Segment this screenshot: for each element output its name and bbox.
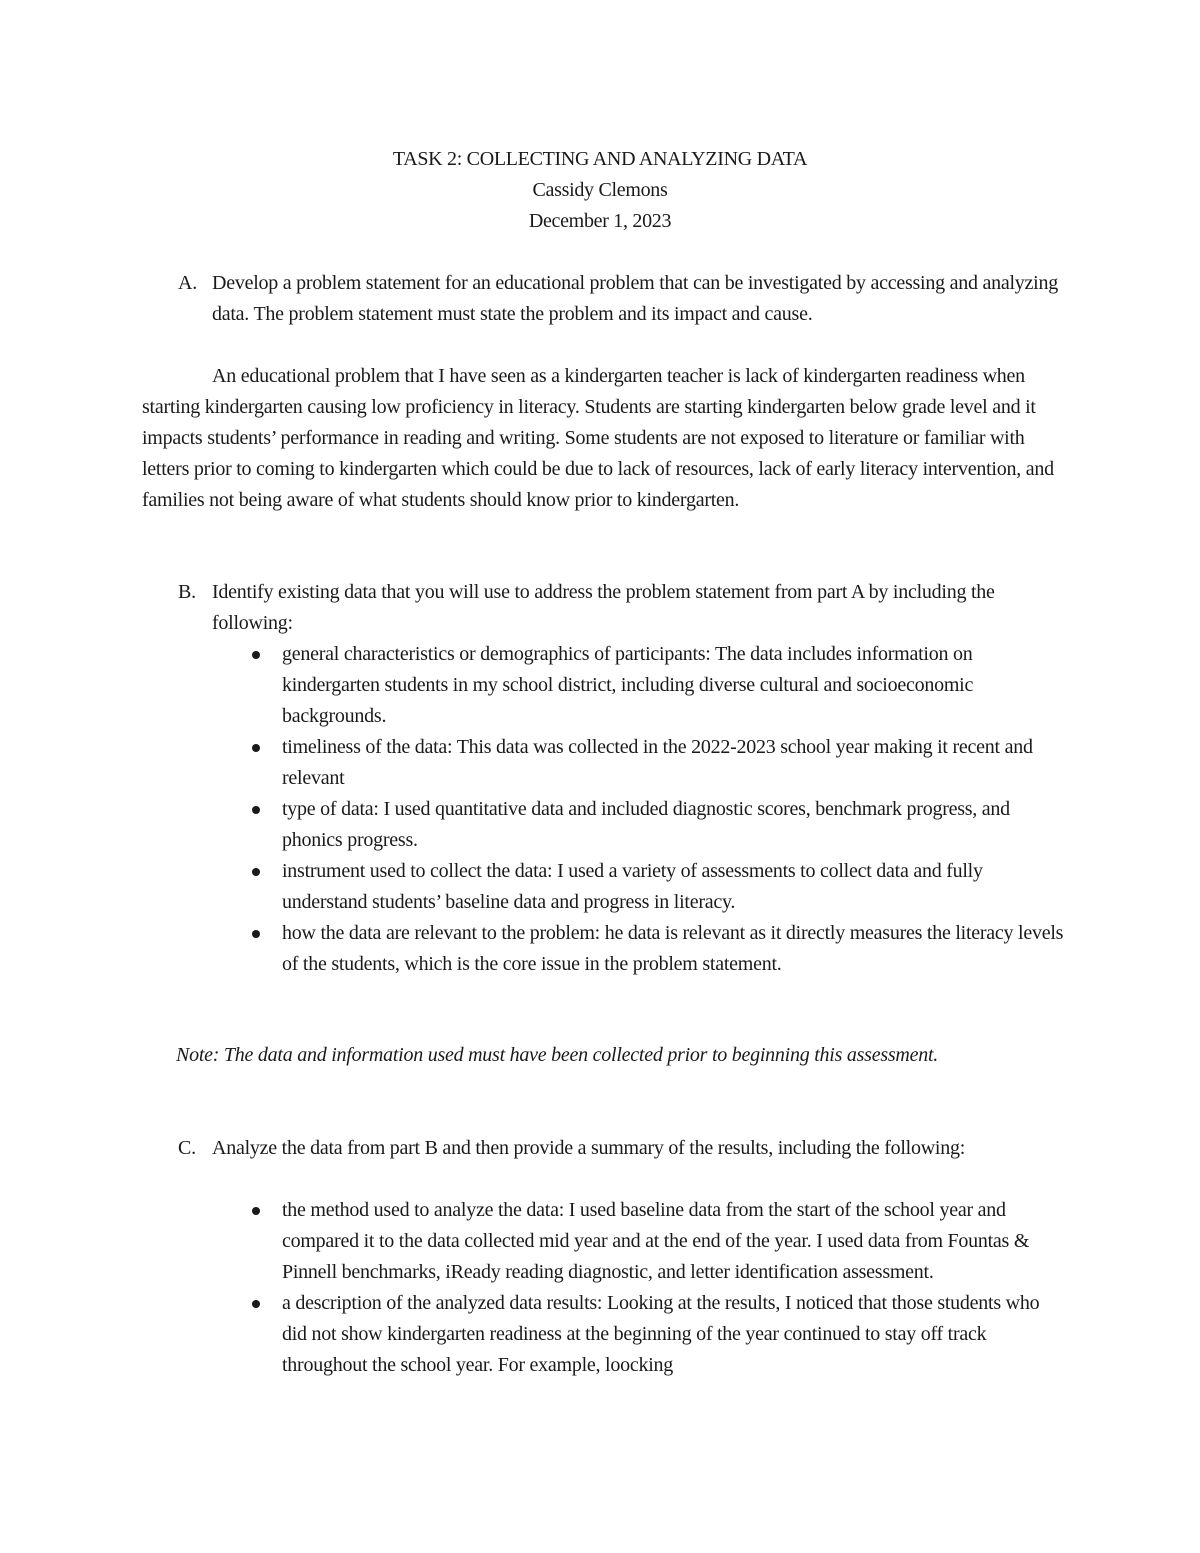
- list-item: [248, 918, 1068, 980]
- list-item: [248, 1288, 1068, 1381]
- section-c-bullet-list: [248, 1195, 1068, 1381]
- bullet-text: instrument used to collect the data: I used a variety of assessments to collect data and fully understand students’ baseline data and progress in literacy.: [282, 860, 983, 913]
- bullet-text: a description of the analyzed data results: Looking at the results, I noticed that those students who did not show kindergarten readiness at the beginning of the year continued to stay off track throughout the school year. For example, loocking: [282, 1292, 1040, 1376]
- section-b-letter: B.: [178, 581, 196, 603]
- section-a-prompt-text: Develop a problem statement for an educational problem that can be investigated by accessing and analyzing data. The problem statement must state the problem and its impact and cause.: [212, 272, 1058, 325]
- bullet-icon: [252, 1207, 260, 1215]
- section-b-bullet-list: [248, 639, 1068, 980]
- list-item: [248, 856, 1068, 918]
- bullet-icon: [252, 744, 260, 752]
- bullet-text: the method used to analyze the data: I used baseline data from the start of the school year and compared it to the data collected mid year and at the end of the year. I used data from Fountas & Pinnell benchmarks, iReady reading diagnostic, and letter identification assessment.: [282, 1199, 1030, 1283]
- bullet-text: how the data are relevant to the problem: he data is relevant as it directly measures the literacy levels of the students, which is the core issue in the problem statement.: [282, 922, 1064, 975]
- bullet-icon: [252, 1300, 260, 1308]
- list-item: [248, 794, 1068, 856]
- section-b-prompt-text: Identify existing data that you will use to address the problem statement from part A by including the following:: [212, 581, 995, 634]
- section-a-prompt: [178, 268, 1058, 330]
- list-item: [248, 639, 1068, 732]
- title-block: [0, 144, 1200, 237]
- assessment-note: Note: The data and information used must have been collected prior to beginning this assessment.: [176, 1044, 939, 1066]
- bullet-text: type of data: I used quantitative data and included diagnostic scores, benchmark progress, and phonics progress.: [282, 798, 1010, 851]
- section-c-letter: C.: [178, 1137, 196, 1159]
- bullet-icon: [252, 651, 260, 659]
- section-c-prompt-text: Analyze the data from part B and then provide a summary of the results, including the following:: [212, 1137, 966, 1159]
- section-b-prompt: [178, 577, 1058, 639]
- bullet-text: general characteristics or demographics of participants: The data includes information on kindergarten students in my school district, including diverse cultural and socioeconomic backgrounds.: [282, 643, 974, 727]
- bullet-icon: [252, 930, 260, 938]
- list-item: [248, 1195, 1068, 1288]
- bullet-icon: [252, 806, 260, 814]
- author-name: Cassidy Clemons: [532, 179, 668, 201]
- section-a-letter: A.: [178, 272, 197, 294]
- list-item: [248, 732, 1068, 794]
- bullet-icon: [252, 868, 260, 876]
- section-a-answer: An educational problem that I have seen as a kindergarten teacher is lack of kindergarten readiness when starting kindergarten causing low proficiency in literacy. Students are starting kindergarten below grade level and it impacts students’ performance in reading and writing. Some students are not exposed to literature or familiar with letters prior to coming to kindergarten which could be due to lack of resources, lack of early literacy intervention, and families not being aware of what students should know prior to kindergarten.: [142, 365, 1054, 511]
- section-c-prompt: [178, 1133, 1058, 1164]
- document-title: TASK 2: COLLECTING AND ANALYZING DATA: [392, 148, 808, 170]
- bullet-text: timeliness of the data: This data was collected in the 2022-2023 school year making it recent and relevant: [282, 736, 1033, 789]
- document-date: December 1, 2023: [528, 210, 672, 232]
